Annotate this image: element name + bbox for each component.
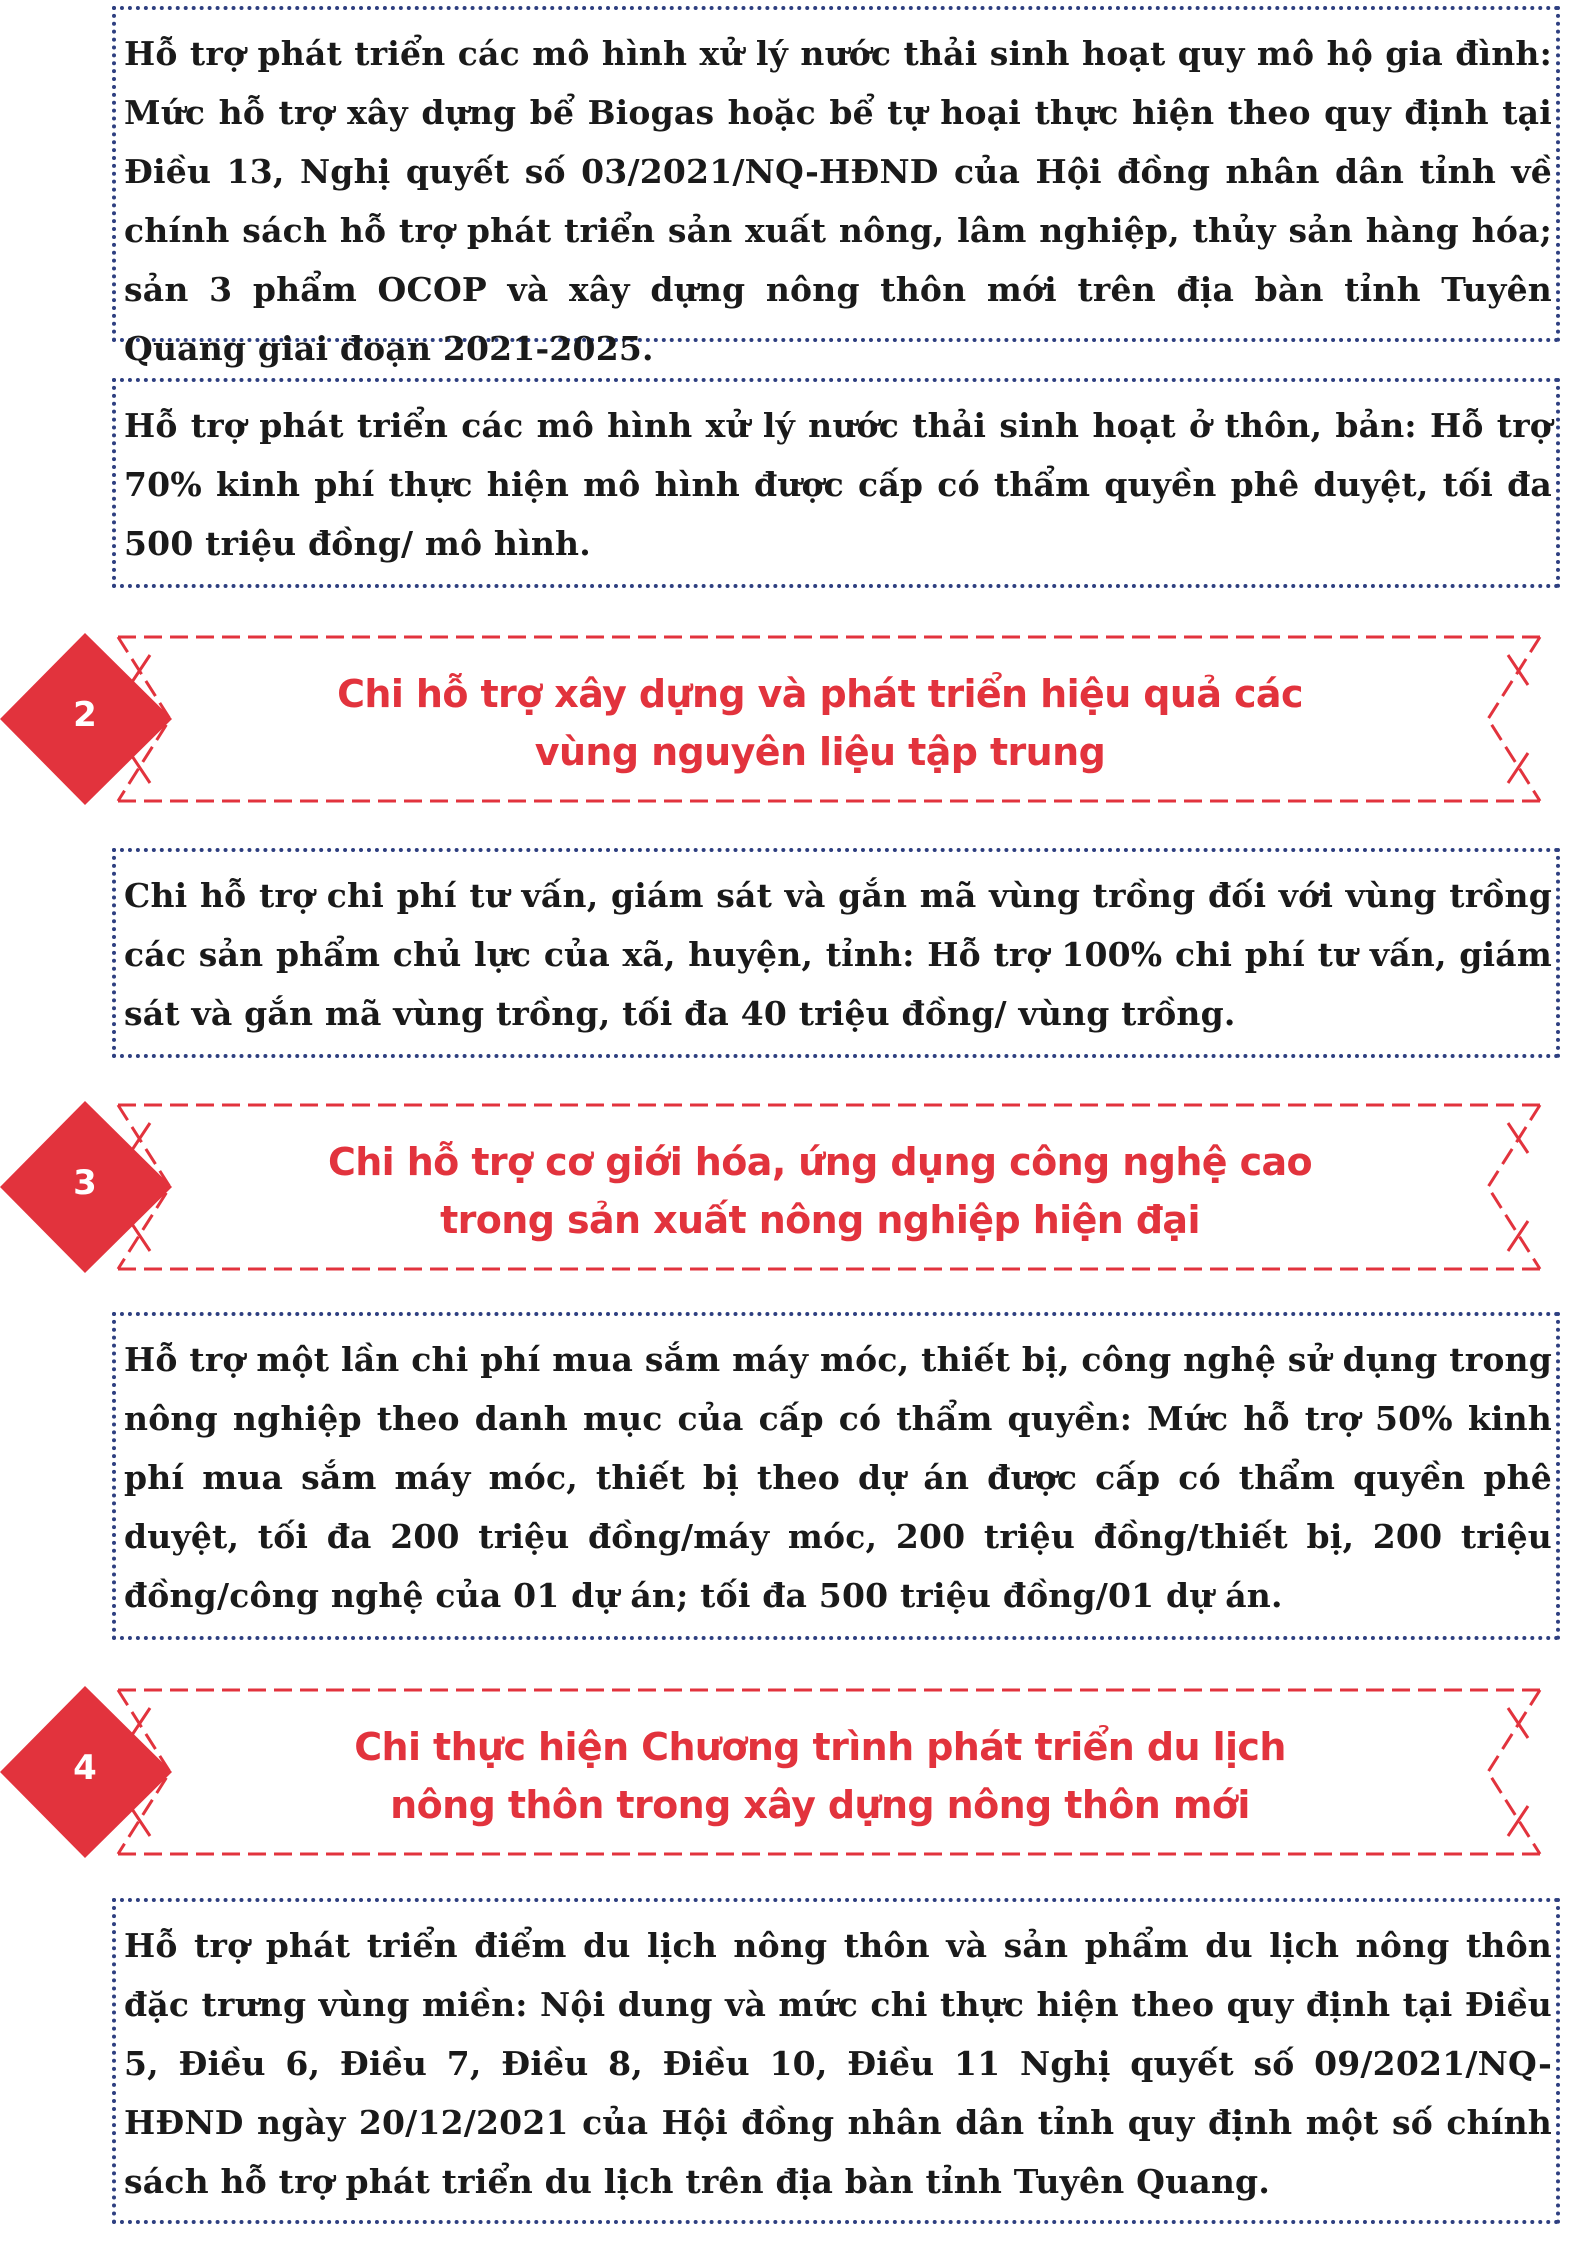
- section-title-line2: vùng nguyên liệu tập trung: [534, 730, 1106, 774]
- section-title-line1: Chi hỗ trợ cơ giới hóa, ứng dụng công nghệ cao: [327, 1140, 1313, 1184]
- section-title-line1: Chi hỗ trợ xây dựng và phát triển hiệu quả các: [337, 672, 1303, 716]
- section-banner-3: [0, 1095, 1587, 1279]
- content-box-3: Chi hỗ trợ chi phí tư vấn, giám sát và gắn mã vùng trồng đối với vùng trồng các sản phẩm chủ lực của xã, huyện, tỉnh: Hỗ trợ 100% chi phí tư vấn, giám sát và gắn mã vùng trồng, tối đa 40 triệu đồng/ vùng trồng.: [112, 848, 1560, 1058]
- section-title: [300, 1718, 1340, 1834]
- section-banner-2: [0, 627, 1587, 811]
- content-box-5: Hỗ trợ phát triển điểm du lịch nông thôn và sản phẩm du lịch nông thôn đặc trưng vùng miền: Nội dung và mức chi thực hiện theo quy định tại Điều 5, Điều 6, Điều 7, Điều 8, Điều 10, Điều 11 Nghị quyết số 09/2021/NQ-HĐND ngày 20/12/2021 của Hội đồng nhân dân tỉnh quy định một số chính sách hỗ trợ phát triển du lịch trên địa bàn tỉnh Tuyên Quang.: [112, 1898, 1560, 2224]
- content-box-1: Hỗ trợ phát triển các mô hình xử lý nước thải sinh hoạt quy mô hộ gia đình: Mức hỗ trợ xây dựng bể Biogas hoặc bể tự hoại thực hiện theo quy định tại Điều 13, Nghị quyết số 03/2021/NQ-HĐND của Hội đồng nhân dân tỉnh về chính sách hỗ trợ phát triển sản xuất nông, lâm nghiệp, thủy sản hàng hóa; sản 3 phẩm OCOP và xây dựng nông thôn mới trên địa bàn tỉnh Tuyên Quang giai đoạn 2021-2025.: [112, 6, 1560, 342]
- section-number: 3: [73, 1163, 97, 1203]
- content-box-2: Hỗ trợ phát triển các mô hình xử lý nước thải sinh hoạt ở thôn, bản: Hỗ trợ 70% kinh phí thực hiện mô hình được cấp có thẩm quyền phê duyệt, tối đa 500 triệu đồng/ mô hình.: [112, 378, 1560, 588]
- section-title-line1: Chi thực hiện Chương trình phát triển du lịch: [354, 1725, 1286, 1769]
- content-box-4: Hỗ trợ một lần chi phí mua sắm máy móc, thiết bị, công nghệ sử dụng trong nông nghiệp theo danh mục của cấp có thẩm quyền: Mức hỗ trợ 50% kinh phí mua sắm máy móc, thiết bị theo dự án được cấp có thẩm quyền phê duyệt, tối đa 200 triệu đồng/máy móc, 200 triệu đồng/thiết bị, 200 triệu đồng/công nghệ của 01 dự án; tối đa 500 triệu đồng/01 dự án.: [112, 1312, 1560, 1640]
- section-title-line2: trong sản xuất nông nghiệp hiện đại: [440, 1198, 1200, 1242]
- section-number: 4: [73, 1748, 97, 1788]
- section-title: [300, 1133, 1340, 1249]
- section-title: [300, 665, 1340, 781]
- section-title-line2: nông thôn trong xây dựng nông thôn mới: [390, 1783, 1250, 1827]
- section-number: 2: [73, 695, 97, 735]
- section-banner-4: [0, 1680, 1587, 1864]
